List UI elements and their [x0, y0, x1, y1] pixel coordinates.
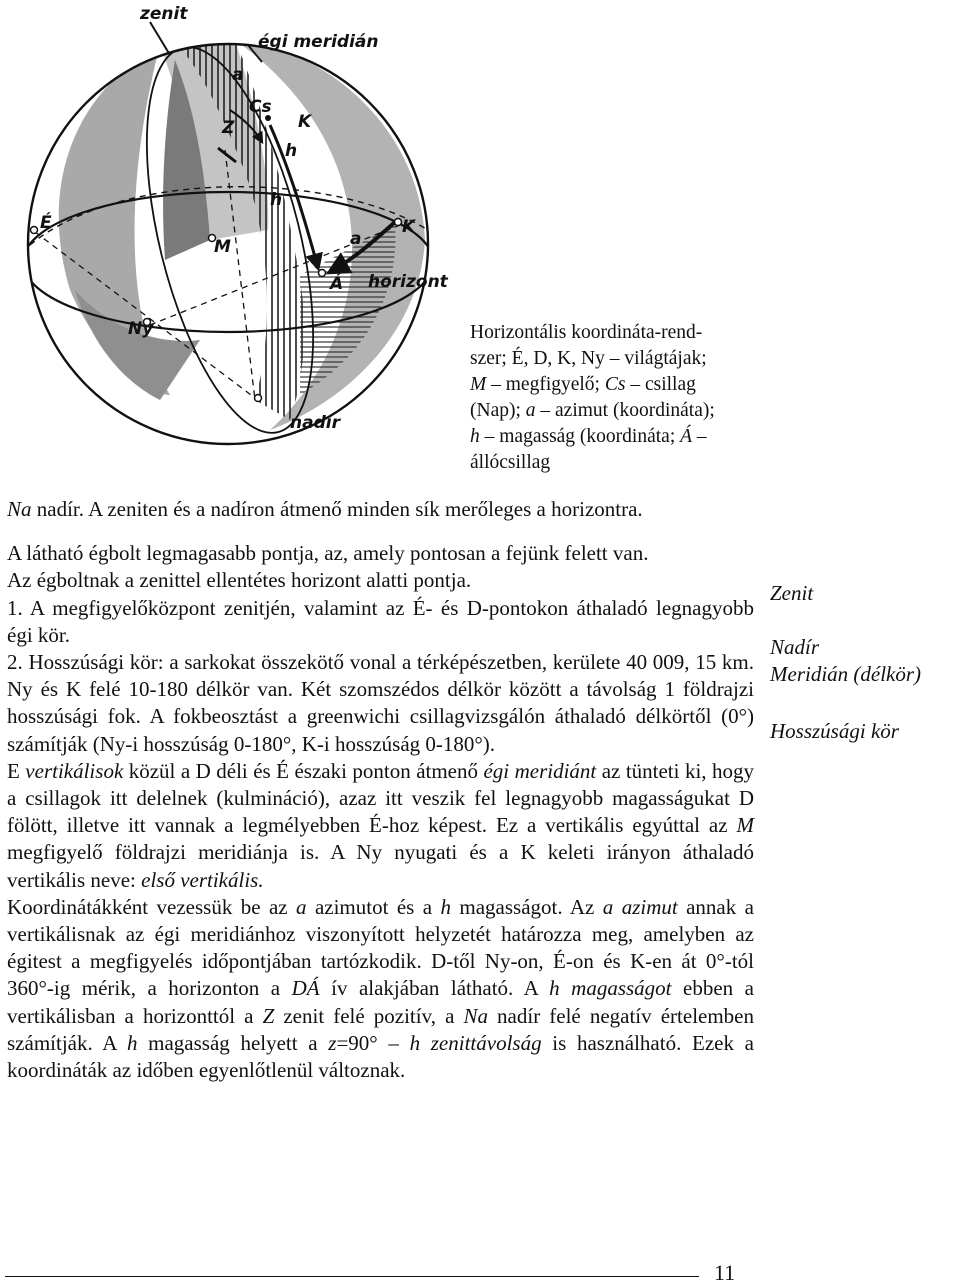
label-k-small: K	[298, 112, 312, 132]
side-term-hosszusagi-kor: Hosszúsági kör	[770, 719, 899, 743]
side-term-nadir: Nadír	[770, 635, 820, 659]
definition-nadir: Az égboltnak a zenittel ellentétes horizont alatti pontja.	[7, 568, 472, 593]
label-h-lower: h	[270, 190, 283, 210]
label-m: M	[214, 237, 231, 257]
footer-rule	[5, 1276, 699, 1277]
figure-caption	[470, 320, 770, 476]
caption-line: állócsillag	[470, 452, 551, 473]
label-a-star: Á	[330, 274, 344, 294]
label-egi-meridian: égi meridián	[258, 32, 379, 52]
label-zenit: zenit	[140, 4, 188, 24]
paragraph-koordinatak: Koordinátákként vezessük be az a azimutot és a h magasságot. Az a azimut annak a vertikálisnak az égi meridiánhoz viszonyított helyzetét határozza meg, amelyben az égitest a megfigyelés időpontjában tartózkodik. D-től Ny-on, É-on és K-en át 0°-tól 360°-ig mérik, a horizonton a DÁ ív alakjában látható. A h magasságot ebben a vertikálisban a horizonttól a Z zenit felé pozitív, a Na nadír felé negatív értelemben számítják. A h magasság helyett a z=90° – h zenittávolság is használható. Ezek a koordináták az időben egyenlőtlenül változnak.	[7, 894, 755, 1083]
label-a-arrow: a	[350, 229, 362, 249]
side-term-zenit: Zenit	[770, 581, 814, 605]
label-horizont: horizont	[368, 272, 448, 292]
point-nadir	[255, 395, 262, 402]
point-e	[31, 227, 38, 234]
definition-hosszusagi-kor: 2. Hosszúsági kör: a sarkokat összekötő vonal a térképészetben, kerülete 40 009, 15 km. Ny és K felé 10-180 délkör van. Két szomszédos délkör között a távolság 1 földrajzi hosszúsági fok. A fokbeosztást a greenwichi csillagvizsgálón áthaladó délkörtől (0°) számítják (Ny-i hosszúság 0-180°, K-i hosszúság 0-180°).	[7, 650, 754, 756]
definition-meridian: 1. A megfigyelőközpont zenitjén, valamint az É- és D-pontokon áthaladó legnagyobb égi kör.	[7, 595, 754, 647]
definition-zenit: A látható égbolt legmagasabb pontja, az, amely pontosan a fejünk felett van.	[7, 541, 649, 566]
label-k: K	[402, 217, 416, 237]
point-k	[395, 219, 402, 226]
label-ny: Ny	[128, 319, 154, 339]
main-text	[7, 496, 754, 1084]
page-number: 11	[714, 1260, 736, 1285]
caption-line: h – magasság (koordináta; Á –	[470, 426, 707, 447]
label-nadir: nadír	[290, 413, 340, 433]
label-e: É	[40, 213, 52, 233]
caption-line: Horizontális koordináta-rend-	[470, 322, 703, 343]
paragraph-nadir-intro: Na nadír. A zeniten és a nadíron átmenő minden sík merőleges a horizontra.	[7, 497, 643, 521]
label-z: Z	[222, 118, 235, 138]
label-a-top: a	[232, 65, 244, 85]
caption-line: M – megfigyelő; Cs – csillag	[470, 374, 696, 395]
point-a	[319, 270, 326, 277]
label-cs: Cs	[249, 97, 272, 117]
caption-line: (Nap); a – azimut (koordináta);	[470, 400, 715, 421]
celestial-sphere-figure	[0, 0, 470, 450]
label-h-upper: h	[285, 141, 298, 161]
paragraph-vertikalisok: E vertikálisok közül a D déli és É északi ponton átmenő égi meridiánt az tünteti ki, hogy a csillagok itt delelnek (kulmináció), azaz itt veszik fel legnagyobb magasságukat D fölött, illetve itt vannak a legmélyebben É-hoz képest. Ez a vertikális egyúttal az M megfigyelő földrajzi meridiánja is. A Ny nyugati és a K keleti irányon áthaladó vertikális neve: első vertikális.	[7, 758, 754, 892]
side-term-meridian: Meridián (délkör)	[770, 662, 922, 686]
caption-line: szer; É, D, K, Ny – világtájak;	[470, 348, 707, 369]
